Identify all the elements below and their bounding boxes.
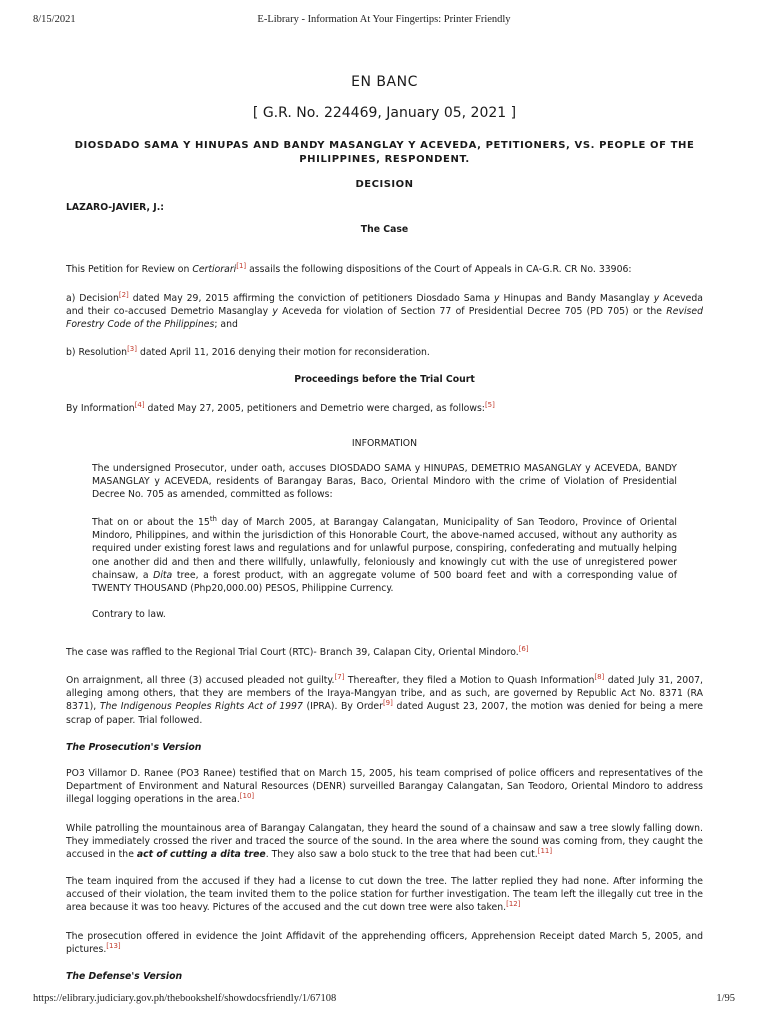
gr-number: [ G.R. No. 224469, January 05, 2021 ] (252, 105, 517, 121)
heading-information: INFORMATION (351, 438, 418, 449)
paragraph-information-intro: By Information[4] dated May 27, 2005, petitioners and Demetrio were charged, as follows:[5] (66, 401, 495, 414)
footnote-link[interactable]: [1] (236, 262, 247, 270)
paragraph-petition: This Petition for Review on Certiorari[1] assails the following dispositions of the Court of Appeals in CA-G.R. CR No. 33906: (66, 262, 632, 275)
paragraph-decision: a) Decision[2] dated May 29, 2015 affirming the conviction of petitioners Diosdado Sama y Hinupas and Bandy Masanglay y Aceveda and their co-accused Demetrio Masanglay y Aceveda for violation of Section 77 of Presidential Decree 705 (PD 705) or the Revised Forestry Code of the Philippines; and (66, 291, 703, 331)
information-charge: That on or about the 15th day of March 2005, at Barangay Calangatan, Municipality of San Teodoro, Province of Oriental Mindoro, Philippines, and within the jurisdiction of this Honorable Court, the above-named accused, without any authority as required under existing forest laws and regulations and for unlawful purpose, conspiring, confederating and mutually helping one another did and then and there willfully, unlawfully, feloniously and knowingly cut with the use of unregistered power chainsaw, a Dita tree, a forest product, with an aggregate volume of 500 board feet and with a corresponding value of TWENTY THOUSAND (Php20,000.00) PESOS, Philippine Currency. (92, 515, 677, 595)
decision-heading: DECISION (355, 179, 414, 190)
footnote-link[interactable]: [5] (484, 401, 495, 409)
footnote-link[interactable]: [8] (594, 673, 605, 681)
heading-the-case: The Case (360, 224, 409, 235)
footnote-link[interactable]: [10] (239, 792, 255, 801)
information-contrary: Contrary to law. (92, 609, 166, 620)
print-date: 8/15/2021 (33, 14, 76, 25)
print-page-title: E-Library - Information At Your Fingertips: Printer Friendly (257, 14, 511, 25)
paragraph-resolution: b) Resolution[3] dated April 11, 2016 denying their motion for reconsideration. (66, 345, 430, 358)
footnote-link[interactable]: [13] (106, 942, 121, 951)
paragraph-patrol: While patrolling the mountainous area of Barangay Calangatan, they heard the sound of a chainsaw and saw a tree slowly falling down. They immediately crossed the river and traced the source of the sound. In the area where the sound was coming from, they caught the accused in the act of cutting a dita tree. They also saw a bolo stuck to the tree that had been cut.[11] (66, 823, 703, 861)
heading-prosecution-version: The Prosecution's Version (66, 742, 202, 753)
footnote-link[interactable]: [2] (118, 291, 129, 299)
footnote-link[interactable]: [7] (334, 673, 345, 681)
ponente: LAZARO-JAVIER, J.: (66, 202, 164, 213)
footnote-link[interactable]: [11] (537, 847, 553, 856)
page-number: 1/95 (716, 993, 735, 1004)
footnote-link[interactable]: [6] (518, 645, 529, 653)
print-header (33, 14, 735, 28)
paragraph-testimony: PO3 Villamor D. Ranee (PO3 Ranee) testified that on March 15, 2005, his team comprised of police officers and representatives of the Department of Environment and Natural Resources (DENR) surveilled Barangay Calangatan, San Teodoro, Oriental Mindoro to address illegal logging operations in the area.[10] (66, 768, 703, 806)
footnote-link[interactable]: [4] (134, 401, 145, 409)
heading-proceedings: Proceedings before the Trial Court (294, 374, 475, 385)
court-division: EN BANC (351, 74, 418, 90)
heading-defense-version: The Defense's Version (66, 971, 183, 982)
footnote-link[interactable]: [3] (127, 345, 137, 353)
footnote-link[interactable]: [12] (506, 900, 521, 909)
paragraph-license: The team inquired from the accused if they had a license to cut down the tree. The latter replied they had none. After informing the accused of their violation, the team invited them to the police station for further investigation. The team left the illegally cut tree in the area because it was too heavy. Pictures of the accused and the cut down tree were also taken.[12] (66, 876, 703, 914)
paragraph-raffle: The case was raffled to the Regional Trial Court (RTC)- Branch 39, Calapan City, Oriental Mindoro.[6] (66, 645, 529, 658)
footnote-link[interactable]: [9] (382, 699, 393, 708)
paragraph-evidence: The prosecution offered in evidence the Joint Affidavit of the apprehending officers, Apprehension Receipt dated March 5, 2005, and pictures.[13] (66, 931, 703, 956)
print-url: https://elibrary.judiciary.gov.ph/thebookshelf/showdocsfriendly/1/67108 (33, 993, 337, 1004)
paragraph-arraignment: On arraignment, all three (3) accused pleaded not guilty.[7] Thereafter, they filed a Motion to Quash Information[8] dated July 31, 2007, alleging among others, that they are members of the Iraya-Mangyan tribe, and as such, are governed by Republic Act No. 8371 (RA 8371), The Indigenous Peoples Rights Act of 1997 (IPRA). By Order[9] dated August 23, 2007, the motion was denied for being a mere scrap of paper. Trial followed. (66, 673, 704, 726)
case-parties: DIOSDADO SAMA Y HINUPAS AND BANDY MASANGLAY Y ACEVEDA, PETITIONERS, VS. PEOPLE OF THE PHILIPPINES, RESPONDENT. (74, 140, 695, 165)
information-accusation: The undersigned Prosecutor, under oath, accuses DIOSDADO SAMA y HINUPAS, DEMETRIO MASANGLAY y ACEVEDA, BANDY MASANGLAY y ACEVEDA, residents of Barangay Baras, Baco, Oriental Mindoro with the crime of Violation of Presidential Decree No. 705 as amended, committed as follows: (92, 463, 677, 501)
print-footer (33, 993, 735, 1007)
